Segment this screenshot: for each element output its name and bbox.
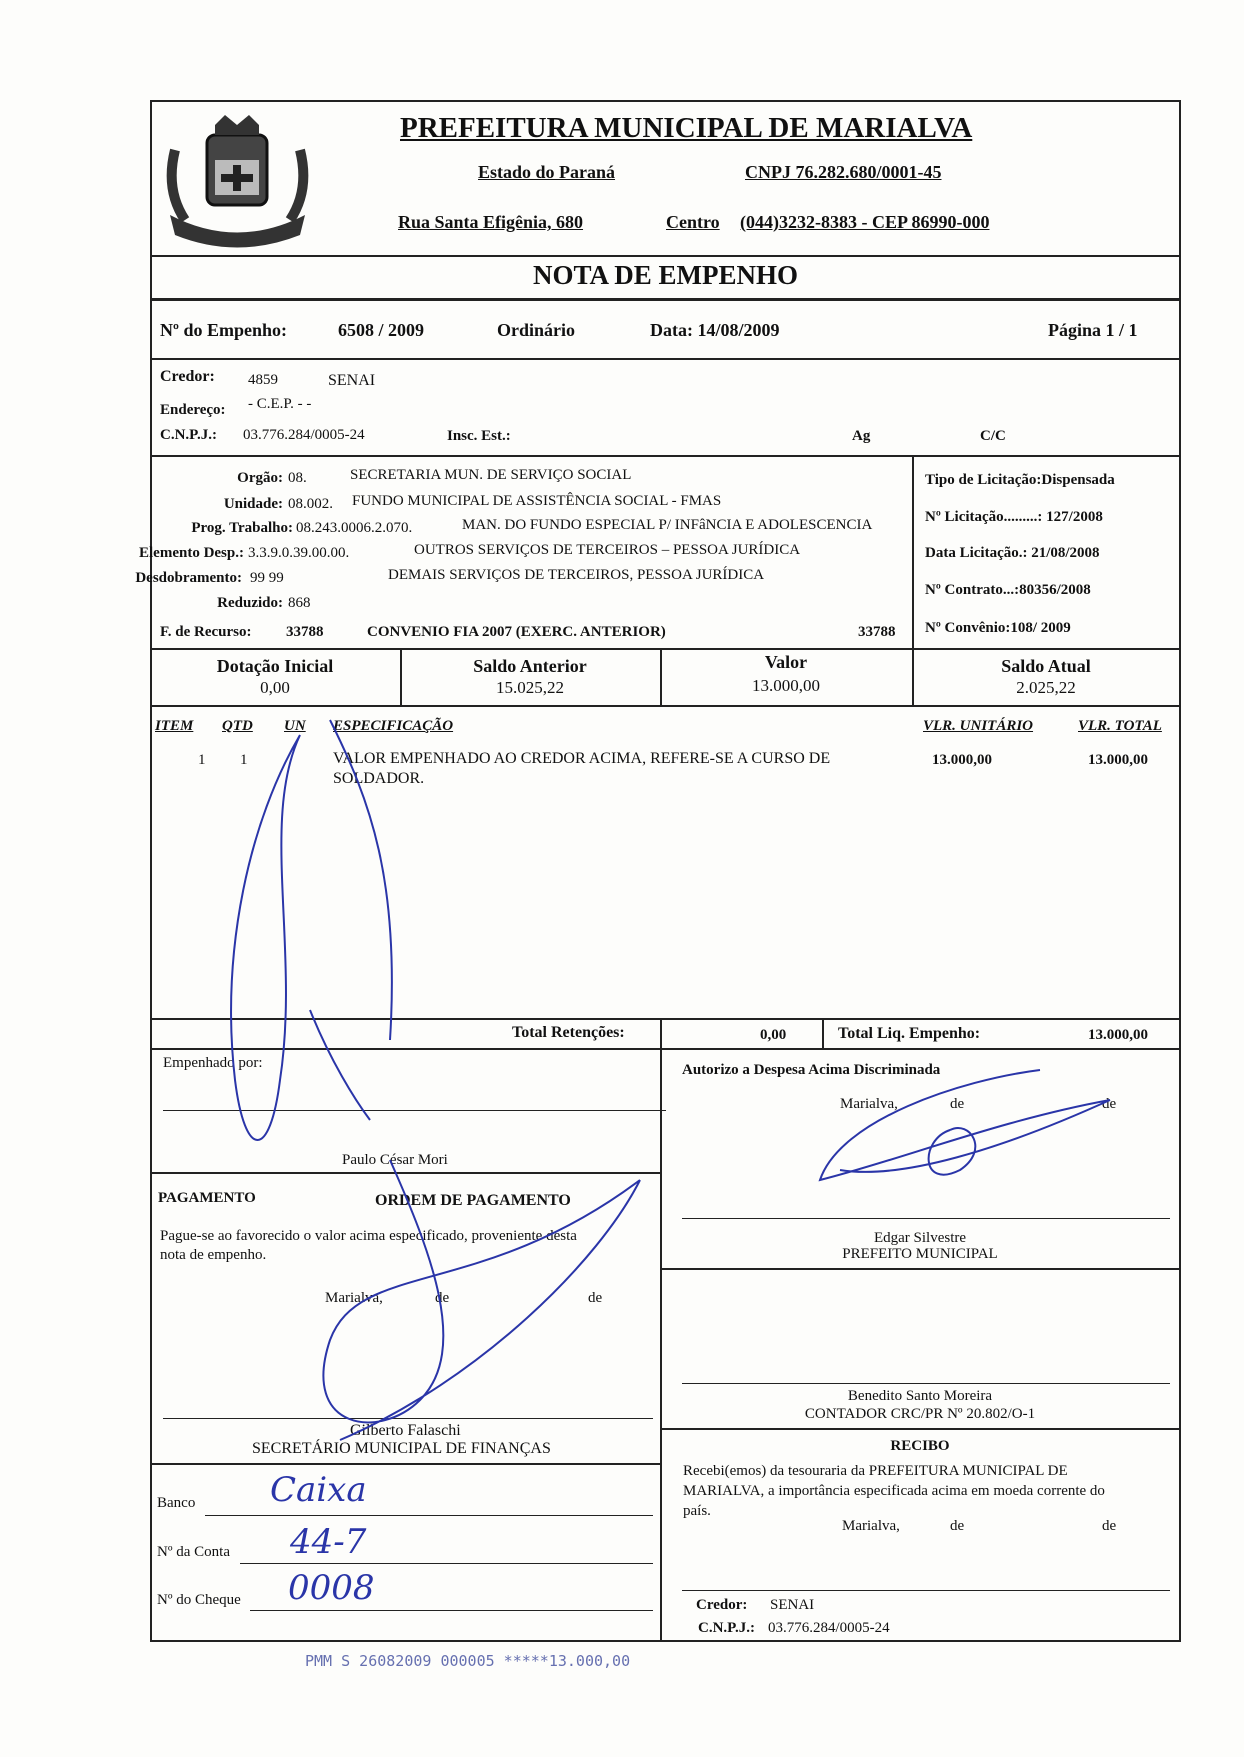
credor-code: 4859 xyxy=(248,372,278,388)
header-state: Estado do Paraná xyxy=(478,162,616,182)
divider xyxy=(150,1640,1181,1642)
pague-text: Pague-se ao favorecido o valor acima especificado, proveniente desta xyxy=(160,1228,577,1244)
budget-code: 868 xyxy=(288,595,311,611)
recibo-text: Recebi(emos) da tesouraria da PREFEITURA MUNICIPAL DE xyxy=(683,1463,1068,1479)
banco-line xyxy=(205,1515,653,1516)
col-un: UN xyxy=(284,718,306,734)
machine-stamp: PMM S 26082009 000005 *****13.000,00 xyxy=(305,1652,631,1670)
divider xyxy=(660,1018,662,1640)
col-unit-value: VLR. UNITÁRIO xyxy=(923,718,1034,734)
empenho-type: Ordinário xyxy=(497,320,576,340)
balance-value: 15.025,22 xyxy=(496,678,564,697)
divider xyxy=(150,255,1181,257)
licitacao-field: Nº Contrato...:80356/2008 xyxy=(925,582,1091,598)
header-cnpj: CNPJ 76.282.680/0001-45 xyxy=(745,162,942,182)
budget-label: Orgão: xyxy=(237,470,283,486)
header-title: PREFEITURA MUNICIPAL DE MARIALVA xyxy=(400,112,973,144)
place-label: Marialva, xyxy=(842,1518,900,1534)
conta-line xyxy=(240,1563,653,1564)
col-spec: ESPECIFICAÇÃO xyxy=(333,718,454,734)
balance-value: 0,00 xyxy=(260,678,290,697)
signature-line xyxy=(682,1383,1170,1384)
divider xyxy=(150,298,1181,301)
insc-label: Insc. Est.: xyxy=(447,428,511,444)
cnpj-label: C.N.P.J.: xyxy=(160,427,217,443)
secretario-name: Gilberto Falaschi xyxy=(350,1422,461,1439)
address-value: - C.E.P. - - xyxy=(248,396,312,412)
contador-title: CONTADOR CRC/PR Nº 20.802/O-1 xyxy=(804,1406,1036,1422)
recibo-credor-label: Credor: xyxy=(696,1597,748,1613)
balance-value: 2.025,22 xyxy=(1016,678,1076,697)
budget-code: 08.243.0006.2.070. xyxy=(296,520,413,536)
page-number: Página 1 / 1 xyxy=(1048,320,1138,340)
balance-value: 13.000,00 xyxy=(752,676,820,695)
divider xyxy=(400,648,402,706)
conta-handwritten: 44-7 xyxy=(290,1522,367,1562)
conta-label: Nº da Conta xyxy=(157,1544,230,1560)
signature-line xyxy=(163,1110,666,1111)
item-total-value: 13.000,00 xyxy=(1088,752,1148,768)
budget-label: Prog. Trabalho: xyxy=(191,520,293,536)
pague-text-2: nota de empenho. xyxy=(160,1247,267,1263)
header-phone-cep: (044)3232-8383 - CEP 86990-000 xyxy=(740,212,990,232)
item-number: 1 xyxy=(198,752,206,768)
budget-label: Unidade: xyxy=(223,496,283,512)
col-qtd: QTD xyxy=(222,718,253,734)
balance-label: Saldo Anterior xyxy=(473,656,587,676)
place-label: Marialva, xyxy=(325,1290,383,1306)
contador-name: Benedito Santo Moreira xyxy=(847,1388,993,1404)
header-district: Centro xyxy=(666,212,720,232)
divider xyxy=(150,1018,1181,1020)
signature-line xyxy=(163,1418,653,1419)
recurso-code-2: 33788 xyxy=(858,624,896,640)
cheque-handwritten: 0008 xyxy=(288,1568,375,1608)
recibo-text-2: MARIALVA, a importância especificada acima em moeda corrente do xyxy=(683,1483,1105,1499)
divider xyxy=(150,648,1181,650)
recibo-text-3: país. xyxy=(683,1503,711,1519)
cc-label: C/C xyxy=(980,428,1006,444)
total-liquido: 13.000,00 xyxy=(1088,1027,1148,1043)
budget-code: 3.3.9.0.39.00.00. xyxy=(248,545,350,561)
col-total-value: VLR. TOTAL xyxy=(1078,718,1162,734)
divider xyxy=(150,455,1181,457)
divider xyxy=(660,1428,1181,1430)
cnpj-value: 03.776.284/0005-24 xyxy=(243,427,365,443)
empenhado-name: Paulo César Mori xyxy=(342,1152,448,1168)
col-item: ITEM xyxy=(155,718,194,734)
date-de: de xyxy=(950,1518,965,1534)
place-label: Marialva, xyxy=(840,1096,898,1112)
signature-line xyxy=(682,1218,1170,1219)
item-spec: VALOR EMPENHADO AO CREDOR ACIMA, REFERE-SE A CURSO DE xyxy=(333,750,831,767)
credor-name: SENAI xyxy=(328,372,376,389)
licitacao-field: Nº Licitação.........: 127/2008 xyxy=(925,509,1103,525)
header-address: Rua Santa Efigênia, 680 xyxy=(398,212,584,232)
date-de-2: de xyxy=(1102,1518,1117,1534)
banco-handwritten: Caixa xyxy=(270,1470,367,1510)
licitacao-field: Tipo de Licitação:Dispensada xyxy=(925,472,1115,488)
divider xyxy=(660,648,662,706)
recurso-desc: CONVENIO FIA 2007 (EXERC. ANTERIOR) xyxy=(367,624,666,640)
item-qty: 1 xyxy=(240,752,248,768)
budget-desc: DEMAIS SERVIÇOS DE TERCEIROS, PESSOA JURÍDICA xyxy=(388,567,765,583)
budget-code: 99 99 xyxy=(250,570,284,586)
empenho-date: Data: 14/08/2009 xyxy=(650,320,780,340)
date-de-2: de xyxy=(1102,1096,1117,1112)
balance-label: Dotação Inicial xyxy=(216,656,334,676)
item-spec-2: SOLDADOR. xyxy=(333,770,425,787)
signature-line xyxy=(682,1590,1170,1591)
recurso-code: 33788 xyxy=(286,624,324,640)
divider xyxy=(150,1048,1181,1050)
divider xyxy=(150,1172,660,1174)
secretario-title: SECRETÁRIO MUNICIPAL DE FINANÇAS xyxy=(252,1440,551,1457)
recibo-cnpj: 03.776.284/0005-24 xyxy=(768,1620,890,1636)
licitacao-field: Nº Convênio:108/ 2009 xyxy=(925,620,1071,636)
budget-desc: SECRETARIA MUN. DE SERVIÇO SOCIAL xyxy=(350,467,632,483)
banco-label: Banco xyxy=(157,1495,196,1511)
address-label: Endereço: xyxy=(160,402,226,418)
document-title: NOTA DE EMPENHO xyxy=(532,260,799,290)
budget-label: Reduzido: xyxy=(217,595,283,611)
frame-left xyxy=(150,100,152,1642)
divider xyxy=(660,1268,1181,1270)
divider xyxy=(150,1463,660,1465)
budget-code: 08. xyxy=(288,470,307,486)
autorizo-label: Autorizo a Despesa Acima Discriminada xyxy=(682,1062,941,1078)
divider xyxy=(150,100,1181,102)
date-de-2: de xyxy=(588,1290,603,1306)
municipal-seal-logo xyxy=(155,110,325,250)
empenhado-label: Empenhado por: xyxy=(163,1055,263,1071)
budget-desc: FUNDO MUNICIPAL DE ASSISTÊNCIA SOCIAL - FMAS xyxy=(352,493,722,509)
budget-desc: OUTROS SERVIÇOS DE TERCEIROS – PESSOA JURÍDICA xyxy=(414,542,801,558)
prefeito-name: Edgar Silvestre xyxy=(873,1230,967,1246)
cheque-label: Nº do Cheque xyxy=(157,1592,241,1608)
balance-label: Valor xyxy=(764,652,808,672)
recibo-cnpj-label: C.N.P.J.: xyxy=(698,1620,755,1636)
ordem-pagamento-label: ORDEM DE PAGAMENTO xyxy=(375,1192,571,1209)
recurso-label: F. de Recurso: xyxy=(160,624,252,640)
total-retencoes: 0,00 xyxy=(760,1027,787,1043)
budget-code: 08.002. xyxy=(288,496,333,512)
item-unit-value: 13.000,00 xyxy=(932,752,992,768)
empenho-label: Nº do Empenho: xyxy=(160,320,287,340)
divider xyxy=(150,358,1181,360)
total-retencoes-label: Total Retenções: xyxy=(512,1024,625,1041)
recibo-title: RECIBO xyxy=(890,1438,950,1454)
credor-label: Credor: xyxy=(160,368,215,385)
licitacao-field: Data Licitação.: 21/08/2008 xyxy=(925,545,1100,561)
divider xyxy=(150,705,1181,707)
divider xyxy=(912,455,914,650)
signature-edgar xyxy=(820,1070,1110,1180)
divider xyxy=(912,648,914,706)
prefeito-title: PREFEITO MUNICIPAL xyxy=(842,1246,998,1262)
ag-label: Ag xyxy=(852,428,871,444)
divider xyxy=(822,1018,824,1048)
empenho-number: 6508 / 2009 xyxy=(338,320,425,340)
total-liquido-label: Total Liq. Empenho: xyxy=(838,1025,981,1042)
date-de: de xyxy=(950,1096,965,1112)
budget-label: Desdobramento: xyxy=(135,570,242,586)
budget-label: Elemento Desp.: xyxy=(139,545,244,561)
balance-label: Saldo Atual xyxy=(1001,656,1091,676)
budget-desc: MAN. DO FUNDO ESPECIAL P/ INFâNCIA E ADOLESCENCIA xyxy=(462,517,873,533)
recibo-credor: SENAI xyxy=(770,1597,815,1613)
cheque-line xyxy=(250,1610,653,1611)
date-de: de xyxy=(435,1290,450,1306)
pagamento-label: PAGAMENTO xyxy=(158,1190,256,1206)
